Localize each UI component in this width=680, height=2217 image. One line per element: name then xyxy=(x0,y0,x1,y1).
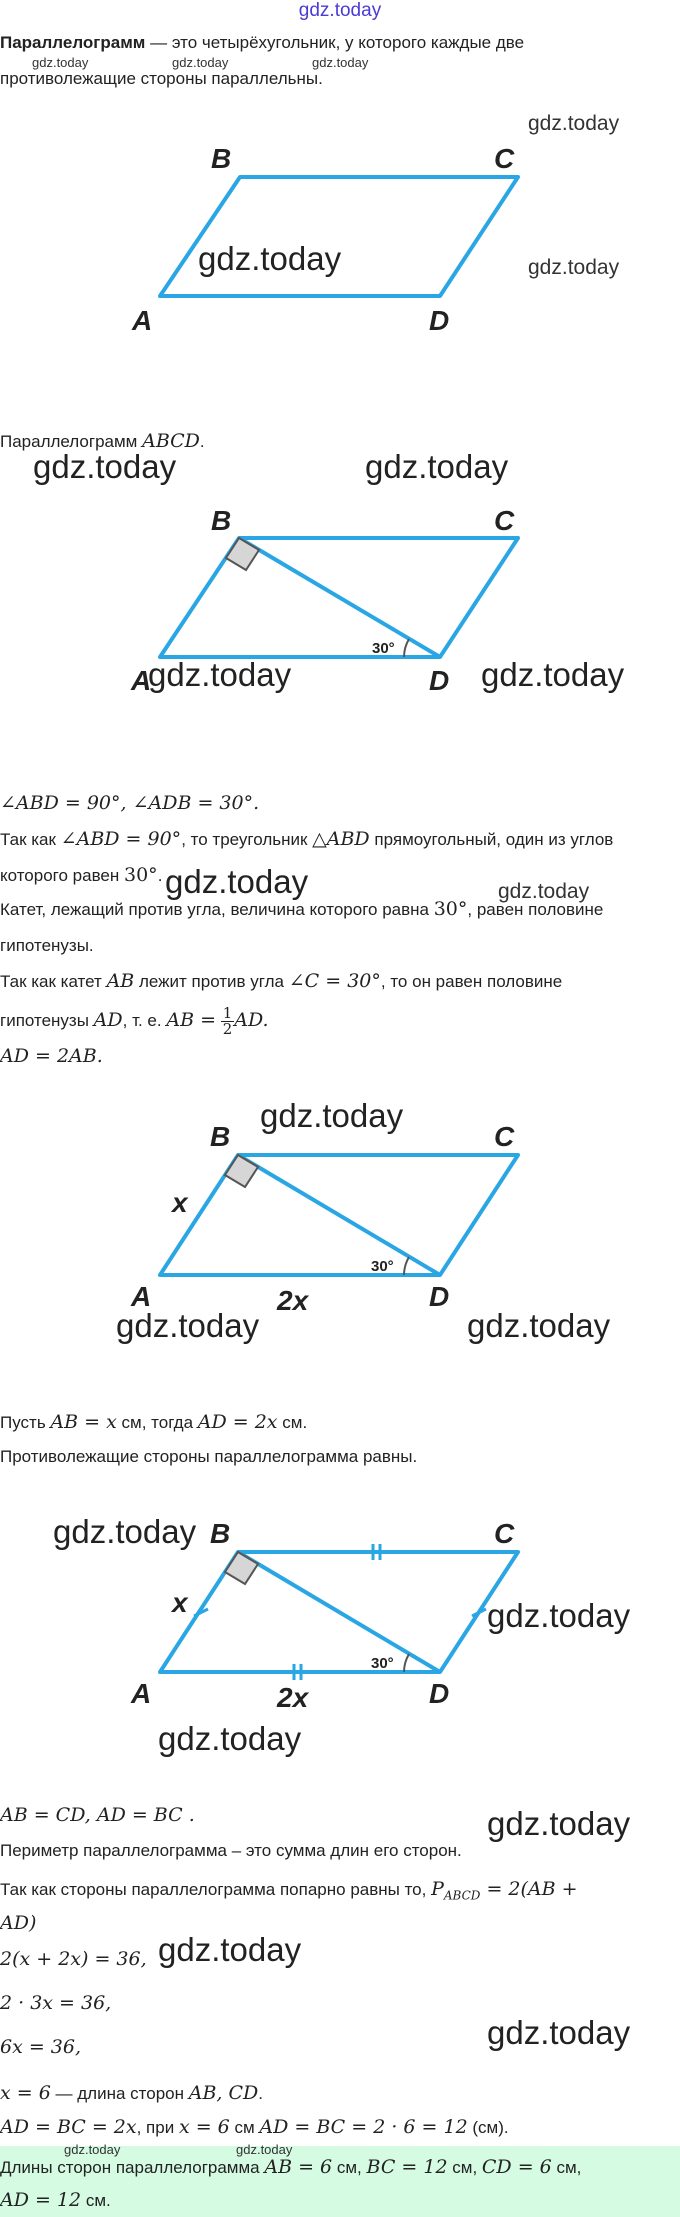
vertex-c-label: C xyxy=(494,1518,515,1549)
text-span: которого равен xyxy=(0,866,124,885)
fraction-numerator: 1 xyxy=(222,1004,233,1023)
angle-arc xyxy=(404,1654,409,1672)
diagonal-bd xyxy=(238,1552,440,1672)
header-watermark: gdz.today xyxy=(298,0,382,21)
right-angle-mark xyxy=(226,538,259,570)
watermark: gdz.today xyxy=(260,1097,404,1134)
math-span: = 2(AB + xyxy=(480,1878,578,1900)
text-line: гипотенузы. xyxy=(0,936,94,955)
side-ab-label: x xyxy=(172,1187,188,1218)
watermark: gdz.today xyxy=(32,55,89,70)
watermark: gdz.today xyxy=(528,112,620,135)
watermark: gdz.today xyxy=(487,2014,631,2051)
equation-line: AD) xyxy=(0,1912,37,1934)
diagonal-bd xyxy=(239,538,440,657)
text-span: — длина сторон xyxy=(50,2084,189,2103)
text-span: гипотенузы xyxy=(0,1011,94,1030)
math-span: AD = 2x xyxy=(197,1411,278,1433)
text-line xyxy=(0,898,603,921)
watermark: gdz.today xyxy=(198,240,342,277)
vertex-c-label: C xyxy=(494,1121,515,1152)
math-span: ABCD xyxy=(142,430,200,452)
angle-arc xyxy=(404,1257,409,1275)
equation-line: 6x = 36, xyxy=(0,2036,82,2058)
watermark: gdz.today xyxy=(116,1307,260,1344)
watermark: gdz.today xyxy=(158,1931,302,1968)
equation-line: 2(x + 2x) = 36, xyxy=(0,1948,147,1970)
equation-line: 2 · 3x = 36, xyxy=(0,1992,112,2014)
angle-label: 30° xyxy=(371,1655,394,1672)
watermark: gdz.today xyxy=(487,1597,631,1634)
math-span: AD xyxy=(93,1009,123,1031)
parallelogram-figure-1 xyxy=(0,100,680,340)
watermark: gdz.today xyxy=(64,2142,121,2157)
text-span: , при xyxy=(136,2118,179,2137)
vertex-c-label: C xyxy=(494,143,515,174)
text-span: см, xyxy=(332,2158,367,2177)
math-span: CD = 6 xyxy=(481,2156,552,2178)
angle-label: 30° xyxy=(371,1258,394,1275)
equation-line: AB = CD, AD = BC . xyxy=(0,1804,195,1826)
watermark: gdz.today xyxy=(165,863,309,900)
math-span: AB xyxy=(106,970,135,992)
math-span: AB = 6 xyxy=(264,2156,333,2178)
text-span: см. xyxy=(81,2191,111,2210)
math-span: 30° xyxy=(433,898,468,920)
text-span: . xyxy=(258,2084,264,2103)
text-span: , то треугольник xyxy=(181,830,313,849)
text-span: Так как стороны параллелограмма попарно равны то, xyxy=(0,1880,432,1899)
math-span: ∠C = 30° xyxy=(288,970,381,992)
text-span: . xyxy=(157,866,163,885)
watermark: gdz.today xyxy=(498,880,590,903)
equation-line: AD = 2AB. xyxy=(0,1045,103,1067)
watermark: gdz.today xyxy=(365,448,509,485)
watermark: gdz.today xyxy=(236,2142,293,2157)
watermark: gdz.today xyxy=(467,1307,611,1344)
math-subscript: ABCD xyxy=(443,1888,481,1903)
text-span: Длины сторон параллелограмма xyxy=(0,2158,265,2177)
math-span: AD = BC = 2 · 6 = 12 xyxy=(259,2116,468,2138)
angle-label: 30° xyxy=(372,640,395,657)
text-span: Так как катет xyxy=(0,972,107,991)
side-ad-label: 2x xyxy=(277,1682,309,1713)
parallelogram-shape xyxy=(160,177,518,296)
side-ad-label: 2x xyxy=(277,1285,309,1316)
text-span: , т. е. xyxy=(122,1011,167,1030)
math-span: ∠ABD = 90° xyxy=(60,828,182,850)
text-span: см, xyxy=(551,2158,582,2177)
vertex-a-label: A xyxy=(131,1678,152,1709)
text-line xyxy=(0,1878,578,1906)
text-span: Так как xyxy=(0,830,61,849)
math-span: BC = 12 xyxy=(366,2156,448,2178)
definition-term: Параллелограмм xyxy=(0,33,146,52)
text-span: . xyxy=(199,432,205,451)
text-span: (см). xyxy=(467,2118,509,2137)
text-span: , то он равен половине xyxy=(380,972,563,991)
text-line xyxy=(0,2116,509,2139)
angle-arc xyxy=(404,639,409,657)
vertex-b-label: B xyxy=(210,1121,231,1152)
watermark: gdz.today xyxy=(158,1720,302,1757)
math-span: 30° xyxy=(124,864,158,886)
vertex-a-label: A xyxy=(132,305,153,336)
watermark: gdz.today xyxy=(53,1513,197,1550)
math-span: AD = 12 xyxy=(0,2189,82,2211)
watermark: gdz.today xyxy=(481,656,625,693)
definition-line-1 xyxy=(0,32,524,54)
text-line xyxy=(0,864,162,887)
side-ab-label: x xyxy=(172,1587,188,1618)
math-span: AB = xyxy=(166,1009,216,1031)
watermark: gdz.today xyxy=(148,656,292,693)
vertex-a-label: A xyxy=(131,665,152,696)
vertex-d-label: D xyxy=(429,305,450,336)
math-span: AB = x xyxy=(50,1411,117,1433)
fraction-one-half xyxy=(221,1006,235,1037)
text-span: см. xyxy=(277,1413,308,1432)
text-line xyxy=(0,828,613,851)
text-line: Противолежащие стороны параллелограмма равны. xyxy=(0,1447,418,1466)
vertex-b-label: B xyxy=(211,505,232,536)
vertex-b-label: B xyxy=(210,1518,231,1549)
diagonal-bd xyxy=(238,1155,440,1275)
math-span: P xyxy=(431,1878,444,1900)
text-line xyxy=(0,2082,263,2105)
definition-text: — это четырёхугольник, у которого каждые две xyxy=(145,33,525,52)
text-span: см xyxy=(229,2118,260,2137)
watermark: gdz.today xyxy=(487,1805,631,1842)
watermark: gdz.today xyxy=(312,55,369,70)
right-angle-mark xyxy=(225,1552,258,1584)
vertex-d-label: D xyxy=(429,1678,450,1709)
vertex-d-label: D xyxy=(429,1281,450,1312)
vertex-d-label: D xyxy=(429,665,450,696)
answer-line-1 xyxy=(0,2156,581,2179)
vertex-c-label: C xyxy=(494,505,515,536)
vertex-a-label: A xyxy=(131,1281,152,1312)
math-span: AD = BC = 2x xyxy=(0,2116,137,2138)
right-angle-mark xyxy=(225,1155,258,1187)
vertex-b-label: B xyxy=(211,143,232,174)
text-span: , равен половине xyxy=(467,900,604,919)
text-span: прямоугольный, один из углов xyxy=(369,830,614,849)
given-angles: ∠ABD = 90°, ∠ADB = 30°. xyxy=(0,792,260,814)
fraction-denominator: 2 xyxy=(222,1020,233,1039)
watermark: gdz.today xyxy=(33,448,177,485)
text-span: Параллелограмм xyxy=(0,432,143,451)
text-line xyxy=(0,1002,269,1039)
math-span: AD. xyxy=(234,1009,269,1031)
text-line xyxy=(0,970,562,993)
math-span: AB, CD xyxy=(188,2082,259,2104)
definition-line-2: противолежащие стороны параллельны. xyxy=(0,69,323,88)
math-span: x = 6 xyxy=(178,2116,230,2138)
watermark: gdz.today xyxy=(172,55,229,70)
text-span: Катет, лежащий против угла, величина которого равна xyxy=(0,900,434,919)
text-span: Пусть xyxy=(0,1413,51,1432)
text-span: лежит против угла xyxy=(134,972,289,991)
watermark: gdz.today xyxy=(528,256,620,279)
answer-line-2 xyxy=(0,2189,111,2212)
text-line: Периметр параллелограмма – это сумма длин его сторон. xyxy=(0,1841,462,1860)
text-span: см, xyxy=(447,2158,482,2177)
math-span: x = 6 xyxy=(0,2082,51,2104)
math-span: △ABD xyxy=(312,828,370,850)
text-span: см, тогда xyxy=(116,1413,198,1432)
text-line xyxy=(0,1411,307,1434)
